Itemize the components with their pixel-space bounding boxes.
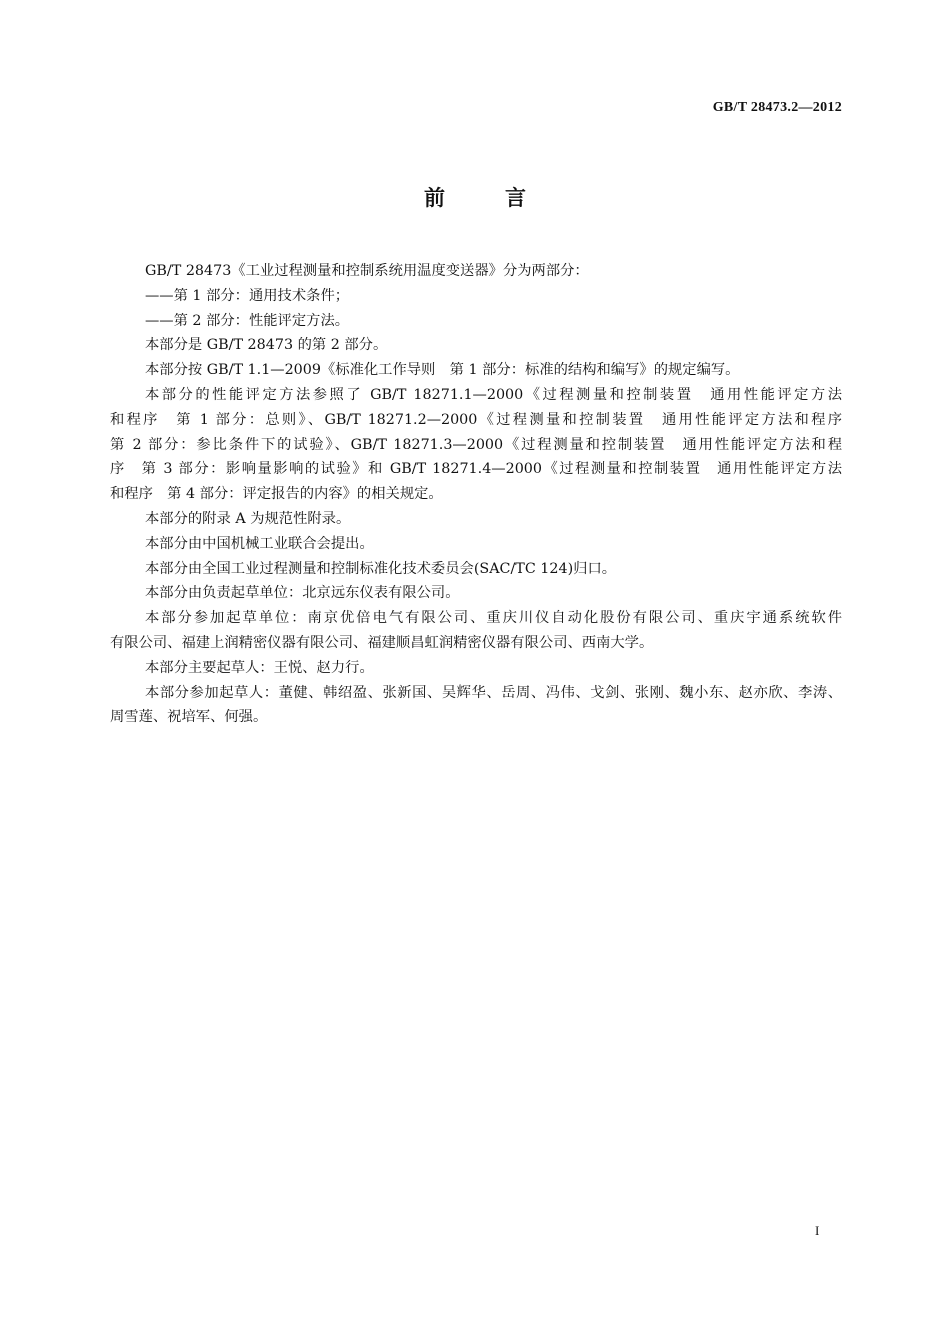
paragraph-line: ——第 2 部分：性能评定方法。 xyxy=(145,312,350,329)
standard-number: GB/T 28473.2—2012 xyxy=(712,100,842,115)
paragraph-line: 周雪莲、祝培军、何强。 xyxy=(110,709,268,726)
paragraph-line: 本部分参加起草单位：南京优倍电气有限公司、重庆川仪自动化股份有限公司、重庆宇通系统软件 xyxy=(145,610,842,627)
foreword-body xyxy=(110,259,842,730)
title-char: 前 xyxy=(424,186,445,210)
paragraph-line: ——第 1 部分：通用技术条件； xyxy=(145,287,350,304)
paragraph-line: 本部分按 GB/T 1.1—2009《标准化工作导则 第 1 部分：标准的结构和编写》的规定编写。 xyxy=(145,362,740,379)
paragraph-line: 第 2 部分：参比条件下的试验》、GB/T 18271.3—2000《过程测量和控制装置 通用性能评定方法和程 xyxy=(110,436,842,453)
paragraph xyxy=(110,681,842,731)
paragraph-line: 和程序 第 1 部分：总则》、GB/T 18271.2—2000《过程测量和控制装置 通用性能评定方法和程序 xyxy=(110,411,842,428)
paragraph xyxy=(110,358,842,383)
paragraph xyxy=(110,383,842,507)
paragraph-line: GB/T 28473《工业过程测量和控制系统用温度变送器》分为两部分： xyxy=(145,263,589,279)
paragraph xyxy=(110,507,842,532)
paragraph xyxy=(110,333,842,358)
paragraph-line: 有限公司、福建上润精密仪器有限公司、福建顺昌虹润精密仪器有限公司、西南大学。 xyxy=(110,634,654,651)
paragraph-line: 本部分参加起草人：董健、韩绍盈、张新国、吴辉华、岳周、冯伟、戈剑、张刚、魏小东、赵亦欣、李涛、 xyxy=(145,684,842,701)
paragraph xyxy=(110,656,842,681)
page-title xyxy=(0,182,950,212)
paragraph xyxy=(110,557,842,582)
paragraph-line: 和程序 第 4 部分：评定报告的内容》的相关规定。 xyxy=(110,486,443,503)
paragraph-line: 本部分的附录 A 为规范性附录。 xyxy=(145,510,351,527)
paragraph-line: 本部分由负责起草单位：北京远东仪表有限公司。 xyxy=(145,585,460,602)
page-number: I xyxy=(815,1223,820,1238)
paragraph xyxy=(110,581,842,606)
title-char: 言 xyxy=(505,186,526,210)
paragraph xyxy=(110,606,842,656)
paragraph-line: 本部分由中国机械工业联合会提出。 xyxy=(145,535,374,552)
paragraph xyxy=(110,309,842,334)
paragraph xyxy=(110,259,842,284)
paragraph-line: 本部分由全国工业过程测量和控制标准化技术委员会(SAC/TC 124)归口。 xyxy=(145,560,617,577)
paragraph-line: 本部分的性能评定方法参照了 GB/T 18271.1—2000《过程测量和控制装置 通用性能评定方法 xyxy=(145,386,842,403)
paragraph-line: 本部分是 GB/T 28473 的第 2 部分。 xyxy=(145,337,388,354)
paragraph xyxy=(110,532,842,557)
paragraph xyxy=(110,284,842,309)
paragraph-line: 序 第 3 部分：影响量影响的试验》和 GB/T 18271.4—2000《过程测量和控制装置 通用性能评定方法 xyxy=(110,461,842,478)
paragraph-line: 本部分主要起草人：王悦、赵力行。 xyxy=(145,659,374,676)
